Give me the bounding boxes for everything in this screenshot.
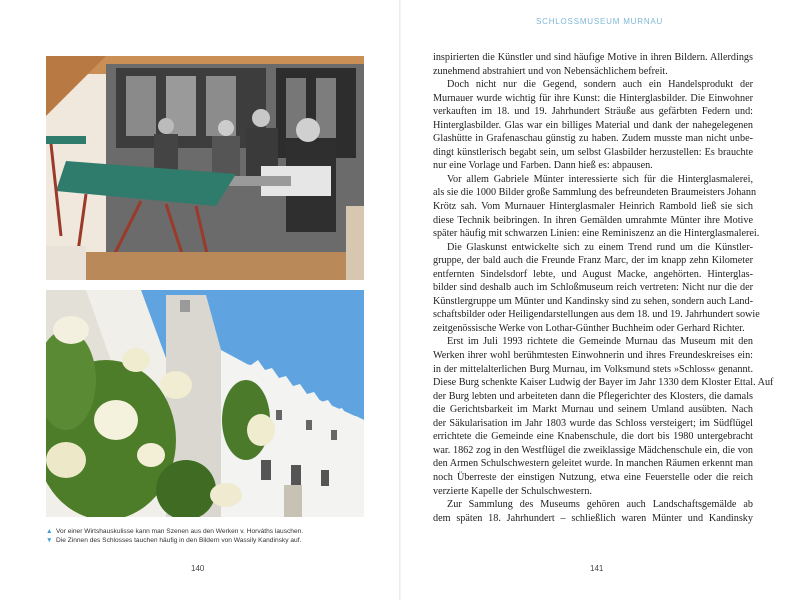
text-line: bilder sind deshalb auch im Schloßmuseum reich vertreten: Nicht nur die der [433, 282, 753, 294]
page-number-right: 141 [590, 564, 604, 573]
body-text [433, 51, 774, 525]
text-line: entfernten Sindelsdorf lebte, und August Macke, angehörten. Hinterglas- [433, 268, 753, 280]
text-line: Murnauer wurde wichtig für ihre Kunst: die Hinterglasbilder. Die Einwohner [433, 92, 753, 104]
text-line: Diese Burg schenkte Kaiser Ludwig der Bayer im Jahr 1330 dem Kloster Ettal. Auf [433, 377, 774, 389]
text-line: schaftsbilder oder Heiligendarstellungen aus dem 18. und 19. Jahrhundert sowie [433, 309, 760, 321]
text-line: errichtete die Gemeinde eine Knabenschule, die dort bis 1980 untergebracht [433, 431, 753, 443]
text-line: später häufig mit schwarzen Linien: eine Reminiszenz an die Hinterglasmalerei. [433, 228, 760, 240]
book-gutter [399, 0, 401, 600]
text-line: Künstlergruppe um Münter und Kandinsky sind zu sehen, sondern auch Land- [433, 295, 753, 307]
text-line: zeitgenössische Werke von Lothar-Günther Buchheim oder Gerhard Richter. [433, 322, 745, 334]
text-line: der Säkularisation im Jahr 1803 wurde das Schloss versteigert; im Südflügel [433, 417, 753, 429]
text-line: noch Überreste der einstigen Nutzung, etwa eine Feuerstelle oder die reich [433, 471, 753, 483]
text-line: nur eine Vorlage und Farben. Dann hieß es: abpausen. [433, 160, 653, 172]
text-line: Doch nicht nur die Gegend, sondern auch ein Handelsprodukt der [447, 79, 753, 91]
text-line: die Gerichtsbarkeit im Markt Murnau und seinem Umland ausübten. Nach [433, 404, 753, 416]
page-number-left: 140 [191, 564, 205, 573]
photo-castle [46, 290, 364, 517]
text-line: verkauften im 18. und 19. Jahrhundert Sträuße aus gefärbten Federn und: [433, 106, 753, 118]
text-line: Werken ihrer wohl berühmtesten Einwohnerin und ihres Freundeskreises ein: [433, 350, 753, 362]
text-line: Die Glaskunst entwickelte sich zu einem Trend rund um die Künstler- [447, 241, 753, 253]
text-line: Zur Sammlung des Museums gehören auch Landschaftsgemälde ab [447, 499, 753, 511]
caption-text: Vor einer Wirtshauskulisse kann man Szenen aus den Werken v. Horváths lauschen. [56, 528, 304, 535]
text-line: verzierte Kapelle der Schulschwestern. [433, 485, 592, 497]
photo-tavern-scene [46, 56, 364, 280]
text-line: als sie die 1000 Bilder große Sammlung des befreundeten Braumeisters Johann [433, 187, 757, 199]
text-line: war. 1862 zog in den Westflügel die zweiklassige Mädchenschule ein, die von [433, 444, 753, 456]
text-line: Krötz sah. Vom Murnauer Hinterglasmaler Heinrich Rambold ließ sie sich [433, 201, 753, 213]
caption-bottom-photo [46, 536, 376, 546]
caption-text: Die Zinnen des Schlosses tauchen häufig in den Bildern von Wassily Kandinsky auf. [56, 537, 302, 544]
text-line: Hinterglasbilder. Glas war ein billiges Material und dank der nahegelegenen [433, 119, 753, 131]
text-line: der Burg lebten und arbeiteten dann die Pflegerichter des Klosters, die damals [433, 390, 753, 402]
text-line: gruppe, der bald auch die Freunde Franz Marc, der im knapp zehn Kilometer [433, 255, 753, 267]
text-line: inspirierten die Künstler und sind häufige Motive in ihren Bildern. Allerdings [433, 52, 753, 63]
text-line: in der mittelalterlichen Burg Murnau, im Volksmund stets »Schloss« genannt. [433, 363, 753, 375]
text-line: diese Technik beibringen. In ihren Gemälden umrahmte Münter ihre Motive [433, 214, 753, 226]
text-line: Vor allem Gabriele Münter interessierte sich für die Hinterglasmalerei, [447, 173, 753, 185]
text-line: Erst im Juli 1993 richtete die Gemeinde Murnau das Museum mit den [447, 336, 753, 348]
running-header: SCHLOSSMUSEUM MURNAU [536, 17, 664, 26]
text-line: zunehmend abstrahiert und von Nebensächlichem befreit. [433, 65, 668, 77]
text-line: den Armen Schulschwestern geleitet wurde. In manchen Räumen erkennt man [433, 458, 753, 470]
triangle-up-icon: ▲ [46, 528, 53, 535]
text-line: dingt künstlerisch begabt sein, um selbst Glasbilder herzustellen: Es brauchte [433, 146, 753, 158]
text-line: Glashütte in Grafenaschau günstig zu haben. Zudem musste man nicht unbe- [433, 133, 753, 145]
text-line: dem späten 18. Jahrhundert – schließlich waren Münter und Kandinsky [433, 512, 753, 524]
triangle-down-icon: ▼ [46, 537, 53, 544]
